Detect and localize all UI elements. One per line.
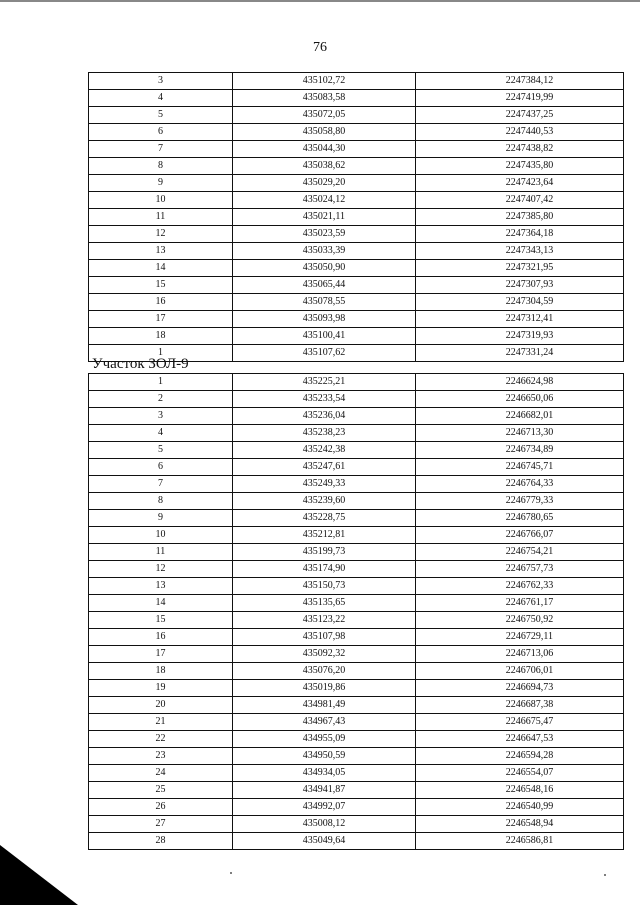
y-coordinate-cell: 2246682,01 (416, 408, 624, 425)
x-coordinate-cell: 435093,98 (233, 311, 416, 328)
x-coordinate-cell: 435008,12 (233, 816, 416, 833)
point-number-cell: 23 (89, 748, 233, 765)
table-row (89, 124, 624, 141)
table-row (89, 510, 624, 527)
y-coordinate-cell: 2246540,99 (416, 799, 624, 816)
y-coordinate-cell: 2247440,53 (416, 124, 624, 141)
point-number-cell: 17 (89, 646, 233, 663)
y-coordinate-cell: 2247437,25 (416, 107, 624, 124)
x-coordinate-cell: 435123,22 (233, 612, 416, 629)
y-coordinate-cell: 2246713,30 (416, 425, 624, 442)
y-coordinate-cell: 2246750,92 (416, 612, 624, 629)
table-row (89, 663, 624, 680)
y-coordinate-cell: 2247419,99 (416, 90, 624, 107)
x-coordinate-cell: 435092,32 (233, 646, 416, 663)
table-row (89, 646, 624, 663)
table-row (89, 294, 624, 311)
x-coordinate-cell: 435058,80 (233, 124, 416, 141)
scan-speck (230, 872, 232, 874)
point-number-cell: 1 (89, 345, 233, 362)
table-row (89, 107, 624, 124)
y-coordinate-cell: 2246780,65 (416, 510, 624, 527)
point-number-cell: 4 (89, 425, 233, 442)
point-number-cell: 4 (89, 90, 233, 107)
point-number-cell: 1 (89, 374, 233, 391)
x-coordinate-cell: 435107,98 (233, 629, 416, 646)
y-coordinate-cell: 2247384,12 (416, 73, 624, 90)
table-row (89, 680, 624, 697)
x-coordinate-cell: 435212,81 (233, 527, 416, 544)
table-row (89, 714, 624, 731)
x-coordinate-cell: 435050,90 (233, 260, 416, 277)
x-coordinate-cell: 435174,90 (233, 561, 416, 578)
y-coordinate-cell: 2246694,73 (416, 680, 624, 697)
x-coordinate-cell: 434934,05 (233, 765, 416, 782)
x-coordinate-cell: 434955,09 (233, 731, 416, 748)
x-coordinate-cell: 434967,43 (233, 714, 416, 731)
x-coordinate-cell: 435023,59 (233, 226, 416, 243)
x-coordinate-cell: 435049,64 (233, 833, 416, 850)
point-number-cell: 28 (89, 833, 233, 850)
y-coordinate-cell: 2246766,07 (416, 527, 624, 544)
table-row (89, 561, 624, 578)
point-number-cell: 12 (89, 561, 233, 578)
corner-scan-mark (0, 845, 78, 905)
point-number-cell: 8 (89, 158, 233, 175)
table-row (89, 209, 624, 226)
table-row (89, 141, 624, 158)
y-coordinate-cell: 2246554,07 (416, 765, 624, 782)
y-coordinate-cell: 2246764,33 (416, 476, 624, 493)
table-row (89, 459, 624, 476)
point-number-cell: 10 (89, 527, 233, 544)
point-number-cell: 22 (89, 731, 233, 748)
y-coordinate-cell: 2246745,71 (416, 459, 624, 476)
point-number-cell: 3 (89, 408, 233, 425)
table-row (89, 442, 624, 459)
y-coordinate-cell: 2246548,16 (416, 782, 624, 799)
table-row (89, 697, 624, 714)
scan-speck (604, 874, 606, 876)
x-coordinate-cell: 435024,12 (233, 192, 416, 209)
x-coordinate-cell: 434950,59 (233, 748, 416, 765)
point-number-cell: 7 (89, 476, 233, 493)
y-coordinate-cell: 2247423,64 (416, 175, 624, 192)
y-coordinate-cell: 2246713,06 (416, 646, 624, 663)
table-row (89, 816, 624, 833)
y-coordinate-cell: 2247385,80 (416, 209, 624, 226)
point-number-cell: 11 (89, 544, 233, 561)
y-coordinate-cell: 2246762,33 (416, 578, 624, 595)
y-coordinate-cell: 2247319,93 (416, 328, 624, 345)
point-number-cell: 19 (89, 680, 233, 697)
top-border-line (0, 0, 640, 2)
point-number-cell: 7 (89, 141, 233, 158)
point-number-cell: 27 (89, 816, 233, 833)
table-row (89, 374, 624, 391)
x-coordinate-cell: 434981,49 (233, 697, 416, 714)
x-coordinate-cell: 435249,33 (233, 476, 416, 493)
point-number-cell: 24 (89, 765, 233, 782)
page-number: 76 (313, 40, 327, 55)
table-row (89, 328, 624, 345)
y-coordinate-cell: 2247307,93 (416, 277, 624, 294)
coordinates-table-body (89, 374, 624, 850)
point-number-cell: 5 (89, 107, 233, 124)
point-number-cell: 13 (89, 578, 233, 595)
point-number-cell: 25 (89, 782, 233, 799)
x-coordinate-cell: 435065,44 (233, 277, 416, 294)
table-row (89, 260, 624, 277)
point-number-cell: 10 (89, 192, 233, 209)
x-coordinate-cell: 435107,62 (233, 345, 416, 362)
point-number-cell: 2 (89, 391, 233, 408)
point-number-cell: 20 (89, 697, 233, 714)
y-coordinate-cell: 2246754,21 (416, 544, 624, 561)
table-row (89, 493, 624, 510)
y-coordinate-cell: 2247435,80 (416, 158, 624, 175)
table-row (89, 408, 624, 425)
table-row (89, 226, 624, 243)
x-coordinate-cell: 435236,04 (233, 408, 416, 425)
y-coordinate-cell: 2246734,89 (416, 442, 624, 459)
point-number-cell: 3 (89, 73, 233, 90)
x-coordinate-cell: 434992,07 (233, 799, 416, 816)
table-row (89, 833, 624, 850)
coordinates-table-body (89, 73, 624, 362)
x-coordinate-cell: 435021,11 (233, 209, 416, 226)
table-row (89, 73, 624, 90)
table-row (89, 192, 624, 209)
y-coordinate-cell: 2246757,73 (416, 561, 624, 578)
point-number-cell: 15 (89, 612, 233, 629)
x-coordinate-cell: 435072,05 (233, 107, 416, 124)
x-coordinate-cell: 435078,55 (233, 294, 416, 311)
point-number-cell: 12 (89, 226, 233, 243)
point-number-cell: 17 (89, 311, 233, 328)
x-coordinate-cell: 435100,41 (233, 328, 416, 345)
y-coordinate-cell: 2247407,42 (416, 192, 624, 209)
point-number-cell: 16 (89, 294, 233, 311)
table-row (89, 612, 624, 629)
y-coordinate-cell: 2246779,33 (416, 493, 624, 510)
y-coordinate-cell: 2246586,81 (416, 833, 624, 850)
y-coordinate-cell: 2246675,47 (416, 714, 624, 731)
table-row (89, 748, 624, 765)
point-number-cell: 14 (89, 260, 233, 277)
x-coordinate-cell: 435019,86 (233, 680, 416, 697)
table-row (89, 595, 624, 612)
table-row (89, 90, 624, 107)
table-row (89, 544, 624, 561)
x-coordinate-cell: 435228,75 (233, 510, 416, 527)
x-coordinate-cell: 435238,23 (233, 425, 416, 442)
point-number-cell: 21 (89, 714, 233, 731)
point-number-cell: 6 (89, 124, 233, 141)
point-number-cell: 9 (89, 510, 233, 527)
x-coordinate-cell: 435029,20 (233, 175, 416, 192)
y-coordinate-cell: 2246647,53 (416, 731, 624, 748)
x-coordinate-cell: 434941,87 (233, 782, 416, 799)
x-coordinate-cell: 435225,21 (233, 374, 416, 391)
y-coordinate-cell: 2246687,38 (416, 697, 624, 714)
x-coordinate-cell: 435038,62 (233, 158, 416, 175)
x-coordinate-cell: 435044,30 (233, 141, 416, 158)
table-row (89, 311, 624, 328)
y-coordinate-cell: 2247364,18 (416, 226, 624, 243)
y-coordinate-cell: 2247438,82 (416, 141, 624, 158)
y-coordinate-cell: 2247331,24 (416, 345, 624, 362)
y-coordinate-cell: 2247343,13 (416, 243, 624, 260)
table-row (89, 175, 624, 192)
point-number-cell: 6 (89, 459, 233, 476)
table-row (89, 799, 624, 816)
table-row (89, 731, 624, 748)
point-number-cell: 14 (89, 595, 233, 612)
table-row (89, 391, 624, 408)
table-row (89, 629, 624, 646)
x-coordinate-cell: 435242,38 (233, 442, 416, 459)
point-number-cell: 18 (89, 663, 233, 680)
point-number-cell: 13 (89, 243, 233, 260)
y-coordinate-cell: 2246548,94 (416, 816, 624, 833)
y-coordinate-cell: 2246624,98 (416, 374, 624, 391)
point-number-cell: 11 (89, 209, 233, 226)
y-coordinate-cell: 2246761,17 (416, 595, 624, 612)
x-coordinate-cell: 435083,58 (233, 90, 416, 107)
x-coordinate-cell: 435076,20 (233, 663, 416, 680)
table-row (89, 527, 624, 544)
x-coordinate-cell: 435239,60 (233, 493, 416, 510)
point-number-cell: 26 (89, 799, 233, 816)
y-coordinate-cell: 2246650,06 (416, 391, 624, 408)
section-title: Участок ЗОЛ-9 (92, 356, 189, 372)
coordinates-table-continued (88, 72, 624, 362)
point-number-cell: 15 (89, 277, 233, 294)
table-row (89, 243, 624, 260)
table-row (89, 158, 624, 175)
x-coordinate-cell: 435135,65 (233, 595, 416, 612)
point-number-cell: 18 (89, 328, 233, 345)
table-row (89, 765, 624, 782)
point-number-cell: 16 (89, 629, 233, 646)
table-row (89, 277, 624, 294)
x-coordinate-cell: 435102,72 (233, 73, 416, 90)
coordinates-table-zol-9 (88, 373, 624, 850)
y-coordinate-cell: 2246594,28 (416, 748, 624, 765)
x-coordinate-cell: 435199,73 (233, 544, 416, 561)
x-coordinate-cell: 435150,73 (233, 578, 416, 595)
table-row (89, 425, 624, 442)
x-coordinate-cell: 435247,61 (233, 459, 416, 476)
table-row (89, 578, 624, 595)
y-coordinate-cell: 2246706,01 (416, 663, 624, 680)
x-coordinate-cell: 435233,54 (233, 391, 416, 408)
point-number-cell: 9 (89, 175, 233, 192)
y-coordinate-cell: 2247304,59 (416, 294, 624, 311)
y-coordinate-cell: 2247321,95 (416, 260, 624, 277)
y-coordinate-cell: 2247312,41 (416, 311, 624, 328)
table-row (89, 782, 624, 799)
point-number-cell: 8 (89, 493, 233, 510)
x-coordinate-cell: 435033,39 (233, 243, 416, 260)
table-row (89, 476, 624, 493)
point-number-cell: 5 (89, 442, 233, 459)
y-coordinate-cell: 2246729,11 (416, 629, 624, 646)
